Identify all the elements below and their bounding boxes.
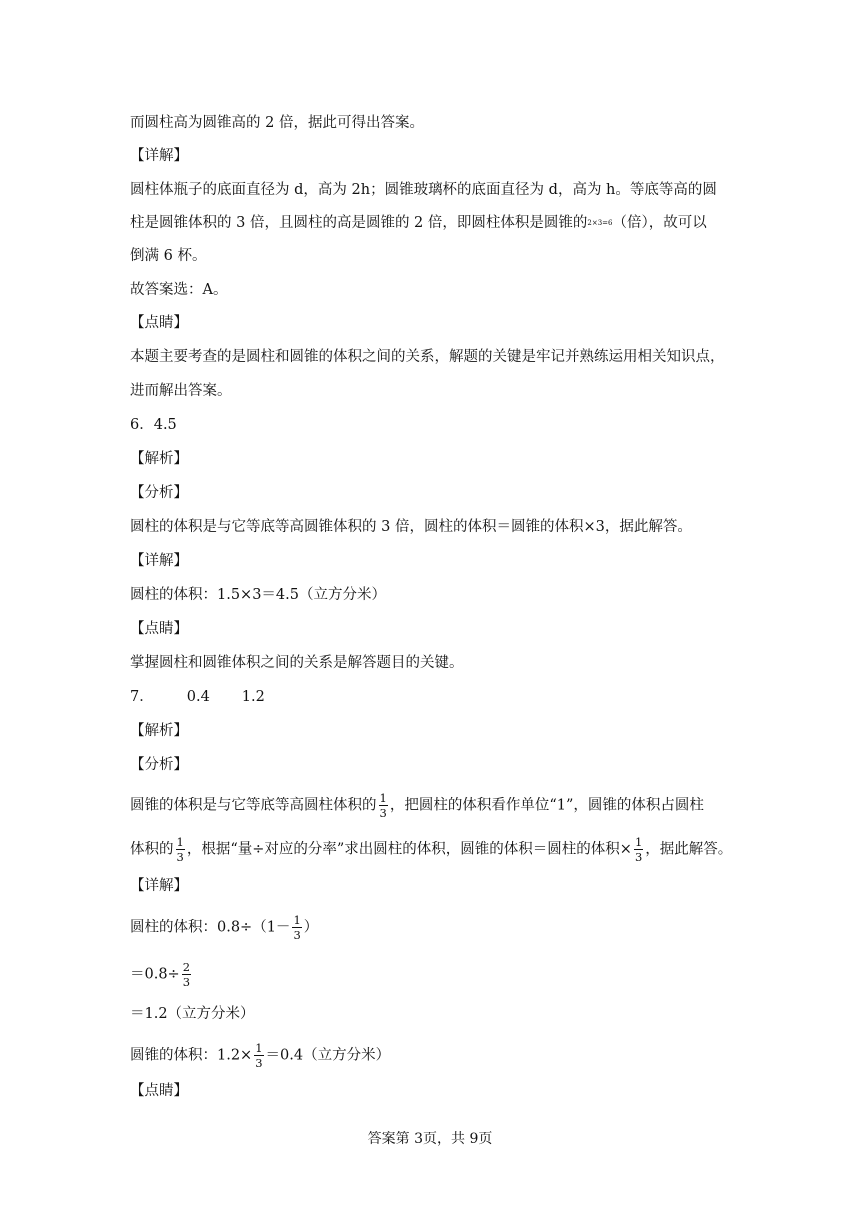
- text-segment: 圆柱的体积：0.8÷（1－: [130, 919, 291, 936]
- fraction-numerator: 1: [293, 913, 301, 927]
- section-heading-detail: 【详解】: [130, 148, 188, 164]
- text-line: [130, 792, 704, 819]
- text-segment: 圆锥的体积：1.2×: [130, 1047, 253, 1064]
- text-segment: 圆锥的体积是与它等底等高圆柱体积的: [130, 797, 377, 814]
- formula-line: [130, 1042, 390, 1069]
- text-segment: 体积的: [130, 841, 174, 858]
- fraction-denominator: 3: [176, 850, 184, 864]
- section-heading-analysis-detail: 【分析】: [130, 485, 188, 501]
- fraction-numerator: 1: [176, 835, 184, 849]
- fraction: [634, 836, 643, 863]
- fraction: [176, 836, 185, 863]
- page-footer: 答案第 3页，共 9页: [367, 1131, 493, 1147]
- text-segment: ，根据“量÷对应的分率”求出圆柱的体积，圆锥的体积＝圆柱的体积×: [186, 841, 632, 858]
- question-answer-6: 6．4.5: [130, 417, 177, 433]
- formula-line: [130, 961, 193, 988]
- fraction-numerator: 2: [182, 960, 191, 974]
- text-line: 进而解出答案。: [130, 383, 232, 399]
- text-line: 掌握圆柱和圆锥体积之间的关系是解答题目的关键。: [130, 655, 464, 671]
- text-segment: ，把圆柱的体积看作单位“1”，圆锥的体积占圆柱: [389, 797, 704, 814]
- section-heading-analysis-detail: 【分析】: [130, 757, 188, 773]
- blank-answer-2: 1.2: [241, 689, 265, 705]
- text-segment: ）: [303, 919, 319, 936]
- fraction-denominator: 3: [293, 928, 301, 942]
- text-line: [130, 836, 732, 863]
- question-answer-7: [130, 687, 265, 707]
- question-number: 7．: [130, 689, 154, 705]
- section-heading-comment: 【点睛】: [130, 315, 188, 331]
- text-segment: 柱是圆锥体积的 3 倍，且圆柱的高是圆锥的 2 倍，即圆柱体积是圆锥的: [130, 215, 588, 231]
- text-line: 而圆柱高为圆锥高的 2 倍，据此可得出答案。: [130, 115, 424, 131]
- fraction-numerator: 1: [379, 791, 387, 805]
- fraction: [182, 961, 191, 988]
- section-heading-detail: 【详解】: [130, 553, 188, 569]
- section-heading-comment: 【点睛】: [130, 1083, 188, 1099]
- blank-answer-1: 0.4: [186, 689, 210, 705]
- fraction-denominator: 3: [379, 806, 387, 820]
- fraction-denominator: 3: [255, 1056, 263, 1070]
- inline-formula: 2×3=6: [587, 219, 613, 227]
- fraction-numerator: 1: [255, 1041, 263, 1055]
- text-segment: ＝0.8÷: [130, 966, 180, 983]
- fraction: [292, 914, 301, 941]
- formula-line: ＝1.2（立方分米）: [130, 1006, 255, 1022]
- text-segment: ＝0.4（立方分米）: [265, 1047, 391, 1064]
- section-heading-detail: 【详解】: [130, 878, 188, 894]
- text-line: [130, 213, 707, 233]
- fraction-denominator: 3: [634, 850, 643, 864]
- text-line: 圆柱体瓶子的底面直径为 d，高为 2h；圆锥玻璃杯的底面直径为 d，高为 h。等底等高的圆: [130, 182, 717, 198]
- section-heading-analysis: 【解析】: [130, 451, 188, 467]
- text-segment: （倍），故可以: [612, 215, 707, 231]
- text-line: 倒满 6 杯。: [130, 248, 207, 264]
- fraction-denominator: 3: [182, 975, 191, 989]
- section-heading-analysis: 【解析】: [130, 723, 188, 739]
- fraction-numerator: 1: [634, 835, 643, 849]
- text-line: 圆柱的体积是与它等底等高圆锥体积的 3 倍，圆柱的体积＝圆锥的体积×3，据此解答。: [130, 519, 692, 535]
- section-heading-comment: 【点睛】: [130, 621, 188, 637]
- text-line: 本题主要考查的是圆柱和圆锥的体积之间的关系，解题的关键是牢记并熟练运用相关知识点，: [130, 349, 725, 365]
- fraction: [379, 792, 388, 819]
- answer-line: 故答案选：A。: [130, 282, 228, 298]
- text-line: 圆柱的体积：1.5×3＝4.5（立方分米）: [130, 587, 386, 603]
- formula-line: [130, 914, 318, 941]
- text-segment: ，据此解答。: [645, 841, 733, 858]
- fraction: [254, 1042, 263, 1069]
